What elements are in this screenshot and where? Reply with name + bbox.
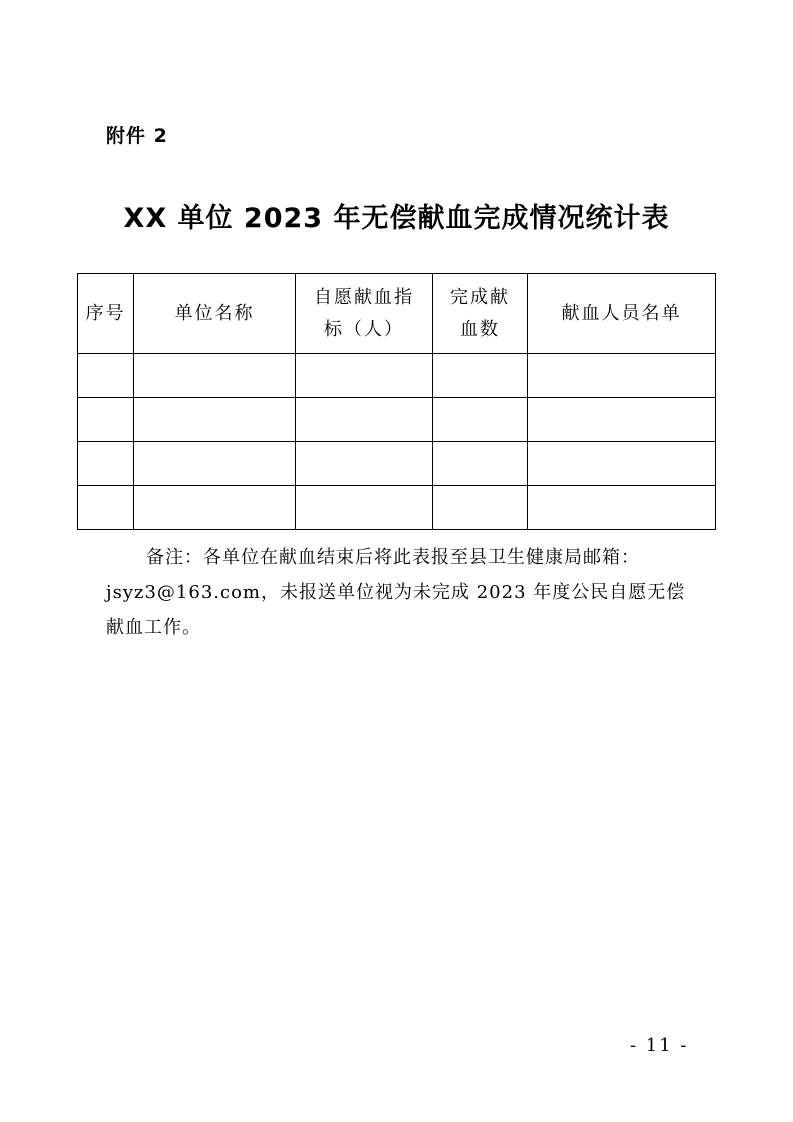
note-line: jsyz3@163.com，未报送单位视为未完成 2023 年度公民自愿无偿 [106, 582, 686, 603]
attachment-label: 附件 2 [106, 125, 168, 147]
table-row [78, 486, 716, 530]
table-row [78, 354, 716, 398]
table-cell [433, 486, 528, 530]
table-cell [134, 486, 296, 530]
table-cell [78, 398, 134, 442]
table-row [78, 442, 716, 486]
page-number: - 11 - [630, 1035, 689, 1056]
table-cell [296, 354, 433, 398]
col-header-donation-quota: 自愿献血指标（人） [296, 274, 433, 354]
table-cell [433, 442, 528, 486]
col-header-completed-count: 完成献血数 [433, 274, 528, 354]
col-header-donor-list: 献血人员名单 [528, 274, 716, 354]
note-line: 献血工作。 [106, 617, 201, 638]
table-cell [528, 486, 716, 530]
note-line: 备注：各单位在献血结束后将此表报至县卫生健康局邮箱： [146, 547, 640, 568]
table-cell [134, 398, 296, 442]
table-cell [528, 442, 716, 486]
table-cell [134, 354, 296, 398]
table-row [78, 398, 716, 442]
table-cell [78, 442, 134, 486]
table-cell [296, 486, 433, 530]
col-header-serial: 序号 [78, 274, 134, 354]
table-cell [134, 442, 296, 486]
table-cell [433, 354, 528, 398]
table-cell [433, 398, 528, 442]
note-paragraph [106, 540, 706, 645]
statistics-table [77, 273, 716, 530]
table-cell [528, 354, 716, 398]
col-header-unit-name: 单位名称 [134, 274, 296, 354]
table-cell [296, 442, 433, 486]
table-cell [78, 486, 134, 530]
document-title: XX 单位 2023 年无偿献血完成情况统计表 [123, 203, 670, 234]
table-cell [78, 354, 134, 398]
table-cell [528, 398, 716, 442]
table-cell [296, 398, 433, 442]
table-header-row [78, 274, 716, 354]
